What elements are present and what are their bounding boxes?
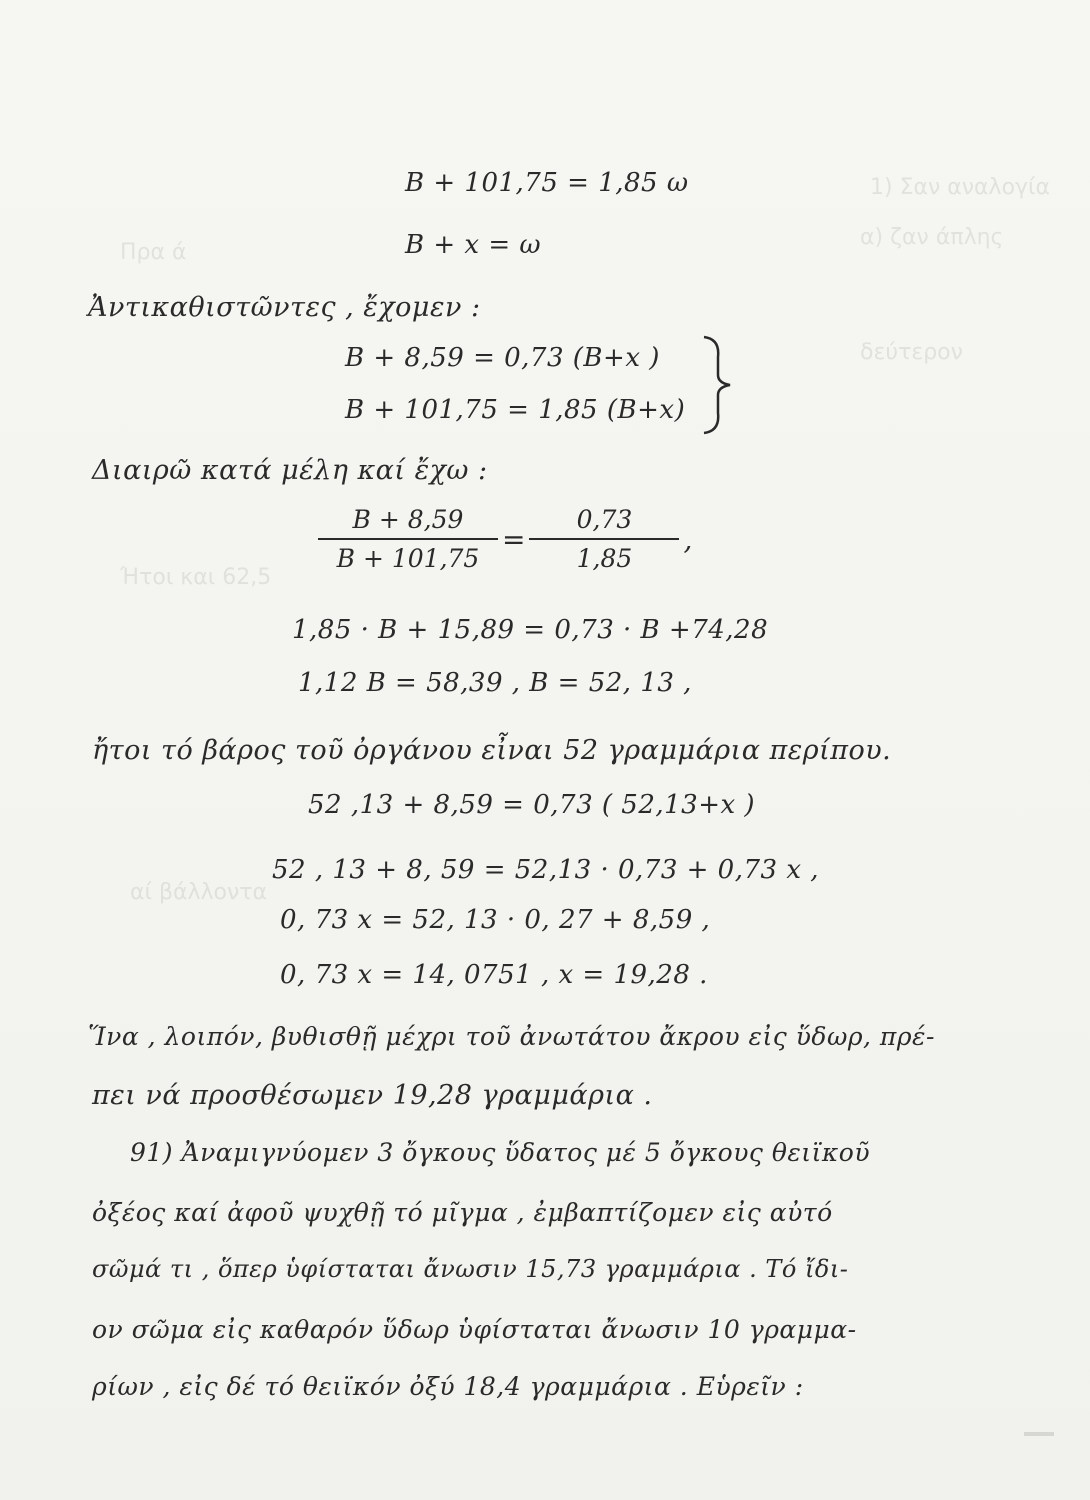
text-line: Διαιρῶ κατά μέλη καί ἔχω : — [92, 455, 488, 486]
fraction-equation — [318, 505, 696, 573]
equation-line: 52 , 13 + 8, 59 = 52,13 · 0,73 + 0,73 x , — [272, 855, 820, 885]
text-line: Ἀντικαθιστῶντες , ἔχομεν : — [88, 292, 481, 323]
equation-line: B + 101,75 = 1,85 ω — [405, 168, 689, 198]
equation-line: 1,85 · B + 15,89 = 0,73 · B +74,28 — [292, 615, 769, 645]
equation-line: B + 8,59 = 0,73 (B+x ) — [345, 343, 660, 373]
paper-mark — [1024, 1432, 1054, 1436]
right-fraction — [529, 505, 679, 573]
equation-line: 52 ,13 + 8,59 = 0,73 ( 52,13+x ) — [308, 790, 756, 820]
left-fraction — [318, 505, 498, 573]
text-line: ἤτοι τό βάρος τοῦ ὀργάνου εἶναι 52 γραμμάρια περίπου. — [92, 735, 892, 766]
equation-line: B + x = ω — [405, 230, 542, 260]
fraction-denominator: 1,85 — [576, 544, 633, 573]
fraction-numerator: 0,73 — [576, 505, 633, 534]
text-line: ρίων , εἰς δέ τό θειϊκόν ὀξύ 18,4 γραμμάρια . Εὑρεῖν : — [92, 1372, 804, 1401]
text-line: Ἵνα , λοιπόν, βυθισθῇ μέχρι τοῦ ἀνωτάτου ἄκρου εἰς ὕδωρ, πρέ- — [88, 1022, 935, 1051]
text-line: ον σῶμα εἰς καθαρόν ὕδωρ ὑφίσταται ἄνωσιν 10 γραμμα- — [92, 1315, 857, 1344]
fraction-numerator: B + 8,59 — [352, 505, 464, 534]
fraction-denominator: B + 101,75 — [336, 544, 480, 573]
bleed-through-line: 1) Σαν αναλογία — [870, 175, 1050, 200]
equation-line: B + 101,75 = 1,85 (B+x) — [345, 395, 686, 425]
fraction-bar — [529, 538, 679, 540]
bleed-through-line: αί βάλλοντα — [130, 880, 268, 905]
bleed-through-line: Ήτοι και 62,5 — [120, 565, 272, 590]
equals-sign: = — [502, 522, 526, 556]
bleed-through-line: α) ζαν άπλης — [860, 225, 1004, 250]
bleed-through-line: Πρα ά — [120, 240, 187, 265]
bleed-through-line: δεύτερον — [860, 340, 963, 365]
text-line: 91) Ἀναμιγνύομεν 3 ὄγκους ὕδατος μέ 5 ὄγκους θειϊκοῦ — [130, 1138, 871, 1167]
text-line: ὀξέος καί ἀφοῦ ψυχθῇ τό μῖγμα , ἐμβαπτίζομεν εἰς αὐτό — [92, 1198, 833, 1227]
comma: , — [683, 522, 693, 556]
equation-line: 0, 73 x = 14, 0751 , x = 19,28 . — [280, 960, 708, 990]
equation-line: 1,12 B = 58,39 , B = 52, 13 , — [298, 668, 692, 698]
text-line: σῶμά τι , ὅπερ ὑφίσταται ἄνωσιν 15,73 γραμμάρια . Τό ἴδι- — [92, 1255, 849, 1283]
fraction-bar — [318, 538, 498, 540]
equation-line: 0, 73 x = 52, 13 · 0, 27 + 8,59 , — [280, 905, 711, 935]
text-line: πει νά προσθέσωμεν 19,28 γραμμάρια . — [92, 1080, 653, 1111]
right-brace-icon — [700, 335, 734, 435]
